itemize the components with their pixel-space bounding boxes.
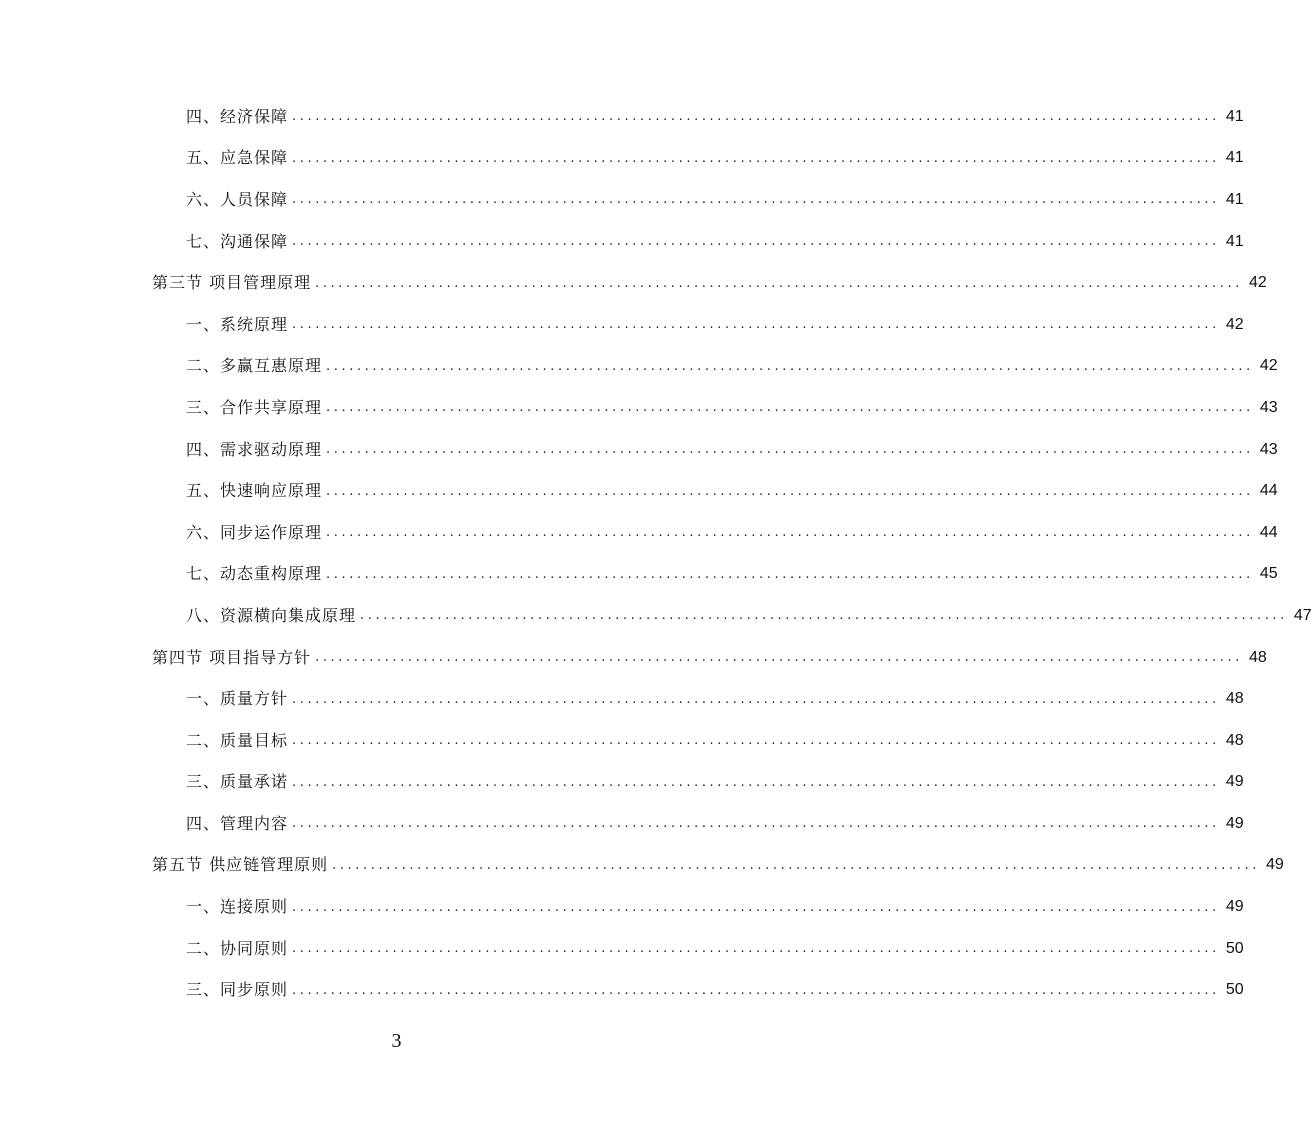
toc-entry[interactable] — [0, 762, 1244, 804]
toc-leader-dots: ........................................................................................................................ — [292, 982, 1220, 998]
toc-entry-title: 四、需求驱动原理 — [186, 439, 323, 459]
toc-section-title: 第五节 供应链管理原则 — [152, 855, 329, 875]
toc-entry-page: 44 — [1259, 482, 1278, 500]
toc-leader-dots: ........................................................................................................................ — [326, 483, 1254, 499]
toc-entry[interactable] — [0, 886, 1244, 928]
toc-section-entry[interactable] — [0, 262, 1267, 304]
toc-entry-title: 六、人员保障 — [186, 189, 289, 209]
toc-entry-page: 47 — [1293, 606, 1312, 624]
toc-entry-page: 41 — [1225, 149, 1244, 167]
toc-entry-title: 五、快速响应原理 — [186, 481, 323, 501]
toc-entry-page: 49 — [1265, 856, 1284, 874]
toc-leader-dots: ........................................................................................................................ — [292, 317, 1220, 333]
toc-leader-dots: ........................................................................................................................ — [292, 733, 1220, 749]
toc-entry-title: 七、动态重构原理 — [186, 564, 323, 584]
toc-entry[interactable] — [0, 969, 1244, 1011]
toc-entry[interactable] — [0, 429, 1278, 471]
toc-entry-page: 41 — [1225, 232, 1244, 250]
toc-entry[interactable] — [0, 720, 1244, 762]
page-number: 3 — [391, 1030, 402, 1052]
toc-entry[interactable] — [0, 595, 1312, 637]
toc-section-entry[interactable] — [0, 845, 1284, 887]
toc-entry-title: 六、同步运作原理 — [186, 522, 323, 542]
toc-entry-page: 42 — [1248, 274, 1267, 292]
toc-entry-page: 41 — [1225, 190, 1244, 208]
toc-entry-page: 43 — [1259, 440, 1278, 458]
toc-leader-dots: ........................................................................................................................ — [326, 566, 1254, 582]
toc-entry-title: 二、多赢互惠原理 — [186, 356, 323, 376]
toc-leader-dots: ........................................................................................................................ — [326, 442, 1254, 458]
toc-leader-dots: ........................................................................................................................ — [292, 941, 1220, 957]
toc-entry-title: 八、资源横向集成原理 — [186, 605, 357, 625]
toc-leader-dots: ........................................................................................................................ — [360, 608, 1288, 624]
toc-entry-title: 一、连接原则 — [186, 897, 289, 917]
toc-entry-page: 42 — [1225, 315, 1244, 333]
toc-leader-dots: ........................................................................................................................ — [332, 857, 1260, 873]
toc-entry-page: 44 — [1259, 523, 1278, 541]
table-of-contents — [0, 96, 1312, 1011]
toc-entry-title: 二、协同原则 — [186, 938, 289, 958]
toc-section-title: 第四节 项目指导方针 — [152, 647, 312, 667]
toc-leader-dots: ........................................................................................................................ — [292, 899, 1220, 915]
toc-leader-dots: ........................................................................................................................ — [292, 774, 1220, 790]
toc-section-title: 第三节 项目管理原理 — [152, 273, 312, 293]
toc-entry-title: 三、同步原则 — [186, 980, 289, 1000]
toc-entry-page: 49 — [1225, 814, 1244, 832]
toc-leader-dots: ........................................................................................................................ — [292, 192, 1220, 208]
toc-entry-page: 41 — [1225, 107, 1244, 125]
toc-leader-dots: ........................................................................................................................ — [315, 650, 1243, 666]
toc-entry-title: 七、沟通保障 — [186, 231, 289, 251]
toc-leader-dots: ........................................................................................................................ — [292, 816, 1220, 832]
toc-entry[interactable] — [0, 304, 1244, 346]
toc-leader-dots: ........................................................................................................................ — [326, 358, 1254, 374]
toc-entry-page: 50 — [1225, 939, 1244, 957]
toc-entry-title: 四、管理内容 — [186, 813, 289, 833]
toc-entry-title: 一、系统原理 — [186, 314, 289, 334]
toc-leader-dots: ........................................................................................................................ — [292, 691, 1220, 707]
toc-leader-dots: ........................................................................................................................ — [292, 109, 1220, 125]
toc-entry[interactable] — [0, 803, 1244, 845]
toc-entry[interactable] — [0, 470, 1278, 512]
toc-entry-page: 48 — [1248, 648, 1267, 666]
toc-entry-page: 49 — [1225, 898, 1244, 916]
toc-leader-dots: ........................................................................................................................ — [326, 400, 1254, 416]
toc-entry-page: 50 — [1225, 981, 1244, 999]
toc-entry[interactable] — [0, 96, 1244, 138]
toc-entry[interactable] — [0, 387, 1278, 429]
toc-entry-page: 42 — [1259, 357, 1278, 375]
toc-entry-title: 一、质量方针 — [186, 689, 289, 709]
toc-entry-title: 三、合作共享原理 — [186, 397, 323, 417]
toc-entry[interactable] — [0, 346, 1278, 388]
toc-entry-page: 48 — [1225, 731, 1244, 749]
toc-entry[interactable] — [0, 138, 1244, 180]
toc-leader-dots: ........................................................................................................................ — [292, 234, 1220, 250]
toc-entry-page: 43 — [1259, 398, 1278, 416]
toc-leader-dots: ........................................................................................................................ — [292, 150, 1220, 166]
toc-section-entry[interactable] — [0, 637, 1267, 679]
toc-entry[interactable] — [0, 179, 1244, 221]
toc-entry-title: 二、质量目标 — [186, 730, 289, 750]
toc-entry-title: 三、质量承诺 — [186, 772, 289, 792]
toc-entry-page: 49 — [1225, 773, 1244, 791]
toc-entry[interactable] — [0, 928, 1244, 970]
toc-entry-page: 45 — [1259, 565, 1278, 583]
toc-entry[interactable] — [0, 678, 1244, 720]
toc-entry[interactable] — [0, 221, 1244, 263]
toc-entry[interactable] — [0, 512, 1278, 554]
toc-entry[interactable] — [0, 554, 1278, 596]
toc-leader-dots: ........................................................................................................................ — [315, 275, 1243, 291]
toc-entry-title: 四、经济保障 — [186, 106, 289, 126]
toc-entry-page: 48 — [1225, 690, 1244, 708]
toc-entry-title: 五、应急保障 — [186, 148, 289, 168]
toc-leader-dots: ........................................................................................................................ — [326, 525, 1254, 541]
